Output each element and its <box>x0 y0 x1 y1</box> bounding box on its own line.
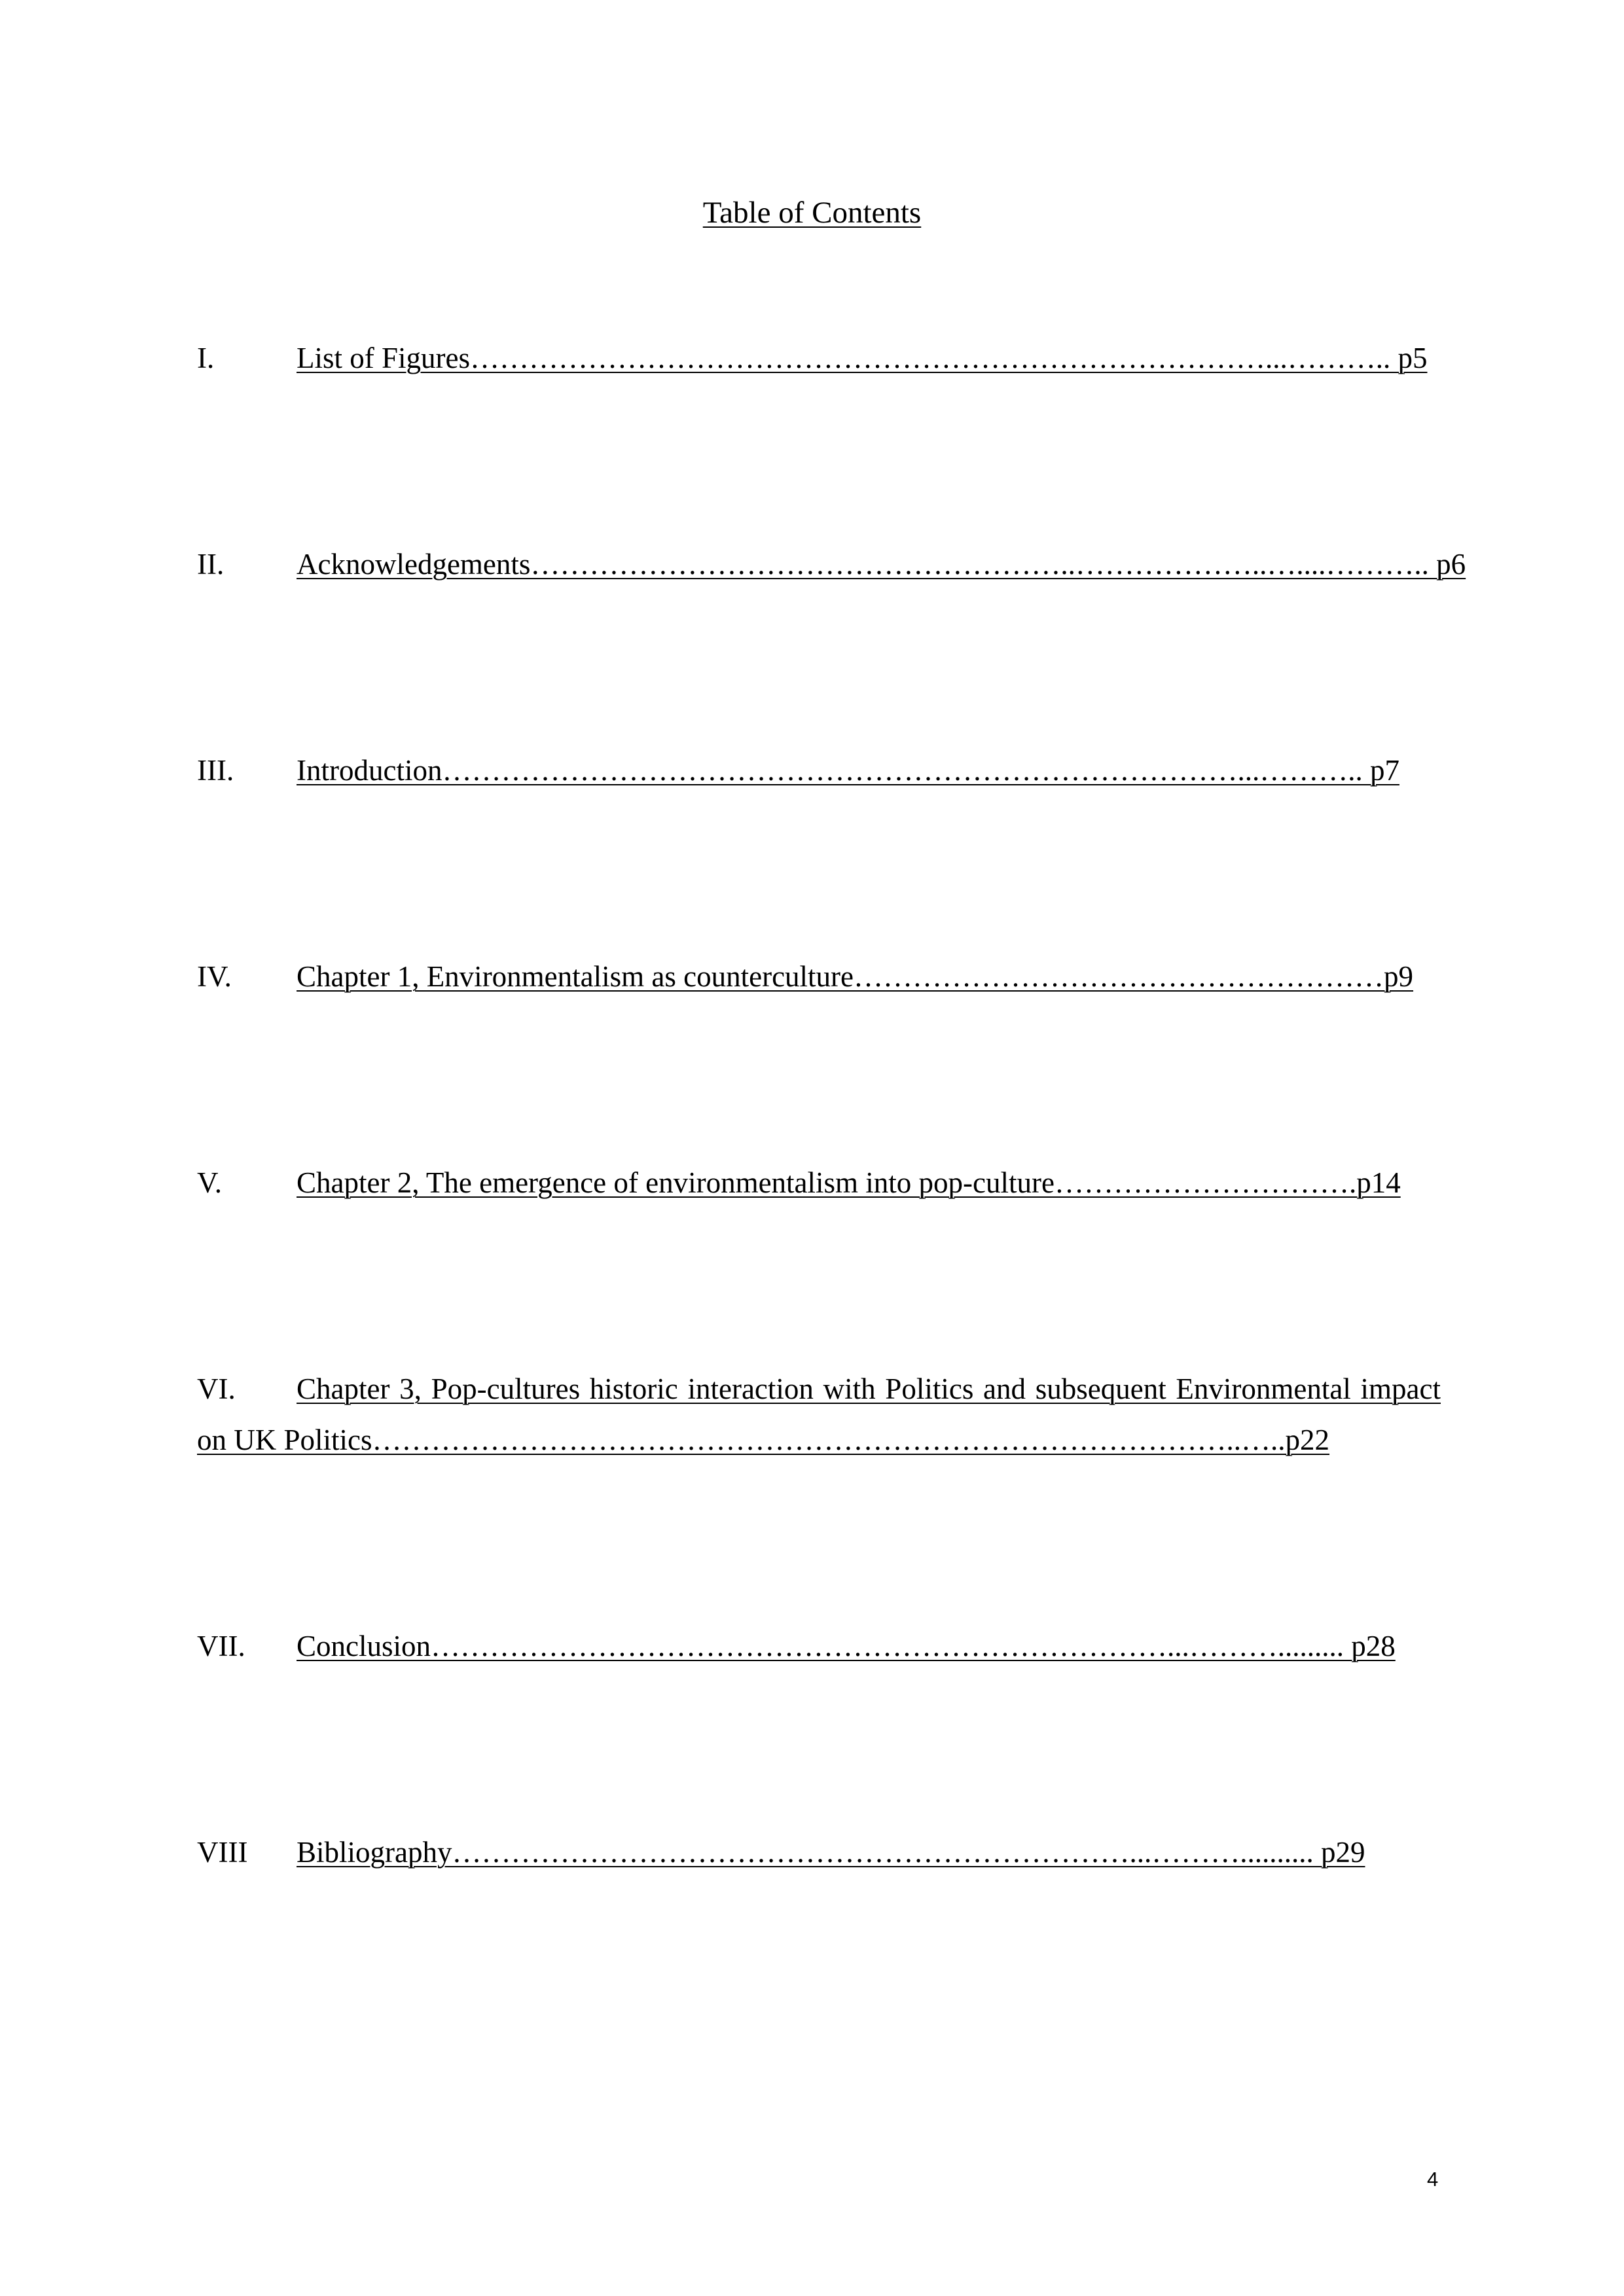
toc-entry-numeral: VIII <box>197 1836 248 1869</box>
toc-heading <box>0 193 1624 232</box>
toc-entry-text: Conclusion…………………………………………………………………...………......... p28 <box>297 1630 1396 1662</box>
toc-entry-text: Bibliography……………………………………………………………...……….......... p29 <box>297 1836 1365 1869</box>
toc-entry-chapter-1 <box>197 951 1413 1002</box>
toc-entry-text: Introduction………………………………………………………………………...……….. p7 <box>297 754 1399 787</box>
toc-entry-chapter-3 <box>197 1363 1441 1465</box>
toc-entry-text: Chapter 2, The emergence of environmentalism into pop-culture………………………….p14 <box>297 1166 1401 1199</box>
toc-entry-numeral: V. <box>197 1166 222 1199</box>
toc-entry-list-of-figures <box>197 332 1428 384</box>
toc-entry-text: Acknowledgements………………………………………………..………………..…....……….. p6 <box>297 548 1466 581</box>
toc-entry-text: List of Figures………………………………………………………………………...……….. p5 <box>297 342 1428 374</box>
toc-entry-chapter-2 <box>197 1157 1401 1208</box>
toc-heading-text: Table of Contents <box>702 196 922 230</box>
toc-entry-numeral: III. <box>197 754 234 787</box>
toc-entry-numeral: VI. <box>197 1372 236 1405</box>
page-number: 4 <box>1427 2168 1439 2191</box>
toc-entry-bibliography <box>197 1827 1365 1878</box>
toc-entry-text: Chapter 3, Pop-cultures historic interaction with Politics and subsequent Environmental impact on UK Politics……………………………………………………………………………..…..p22 <box>197 1372 1441 1456</box>
toc-entry-acknowledgements <box>197 539 1466 590</box>
toc-entry-numeral: IV. <box>197 960 232 993</box>
toc-entry-numeral: I. <box>197 342 215 374</box>
toc-entry-numeral: II. <box>197 548 225 581</box>
toc-entry-introduction <box>197 745 1399 796</box>
toc-entry-conclusion <box>197 1621 1396 1672</box>
toc-entry-text: Chapter 1, Environmentalism as counterculture………………………………………………p9 <box>297 960 1414 993</box>
toc-entry-numeral: VII. <box>197 1630 245 1662</box>
